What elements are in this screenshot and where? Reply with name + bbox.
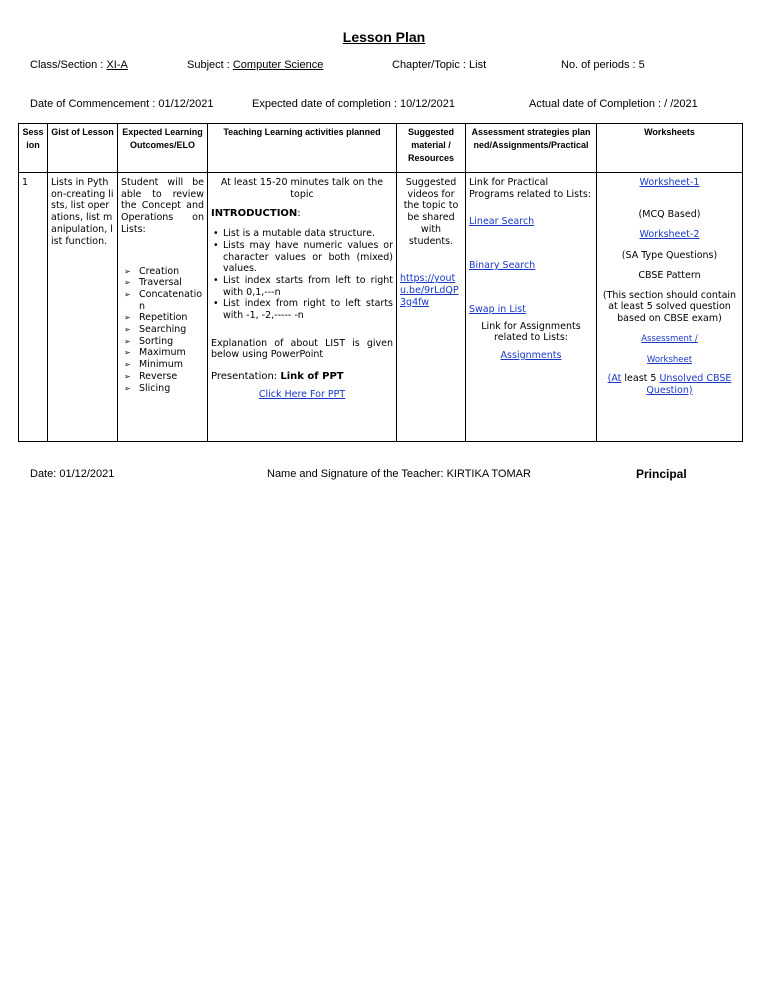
table-header-row — [19, 124, 743, 173]
cell-assessment — [466, 173, 597, 442]
assessment-worksheet-link-2[interactable]: Worksheet — [646, 355, 693, 366]
periods: No. of periods : 5 — [561, 59, 645, 71]
assignments-link[interactable]: Assignments — [500, 349, 562, 361]
expected-completion-date: Expected date of completion : 10/12/2021 — [252, 98, 456, 110]
introduction-bold: INTRODUCTION — [211, 208, 298, 220]
list-item: ➢ Slicing — [124, 383, 204, 395]
footer-date: Date: 01/12/2021 — [30, 468, 115, 480]
chapter-topic: Chapter/Topic : List — [392, 59, 487, 71]
page-title: Lesson Plan — [342, 29, 426, 45]
cell-gist: Lists in Python-creating lists, list operations, list manipulation, list function. — [48, 173, 118, 442]
presentation-line — [211, 371, 393, 383]
assessment-intro: Link for Practical Programs related to Lists: — [469, 177, 591, 200]
cbse-pattern: CBSE Pattern — [638, 269, 701, 281]
cell-worksheets — [597, 173, 743, 442]
list-item: ➢ Sorting — [124, 336, 204, 348]
header-material: Suggested material / Resources — [397, 124, 466, 173]
class-section — [30, 59, 128, 71]
worksheet-2-note: (SA Type Questions) — [621, 250, 718, 262]
class-label: Class/Section : — [30, 59, 107, 71]
at-link[interactable]: (At — [607, 373, 622, 385]
outcomes-list — [121, 266, 204, 395]
cell-activities — [208, 173, 397, 442]
subject-value: Computer Science — [232, 59, 324, 71]
swap-in-list-link[interactable]: Swap in List — [469, 303, 526, 315]
list-item: ➢ Searching — [124, 324, 204, 336]
header-gist: Gist of Lesson — [48, 124, 118, 173]
outcomes-intro: Student will be able to review the Concept and Operations on Lists: — [121, 177, 204, 235]
binary-search-link[interactable]: Binary Search — [469, 260, 536, 272]
worksheet-2-link[interactable]: Worksheet-2 — [639, 229, 700, 241]
subject-label: Subject : — [187, 59, 233, 71]
activities-points — [211, 228, 393, 322]
header-session: Session — [19, 124, 48, 173]
header-outcomes: Expected Learning Outcomes/ELO — [118, 124, 208, 173]
cell-outcomes — [118, 173, 208, 442]
actual-completion-date: Actual date of Completion : / /2021 — [529, 98, 698, 110]
cell-material — [397, 173, 466, 442]
principal-label: Principal — [636, 467, 687, 481]
header-assessment: Assessment strategies planned/Assignments/Practical — [466, 124, 597, 173]
list-item: ➢ Maximum — [124, 347, 204, 359]
teacher-signature: Name and Signature of the Teacher: KIRTIKA TOMAR — [267, 468, 531, 480]
list-item: ➢ Creation — [124, 266, 204, 278]
table-row — [19, 173, 743, 442]
activities-talk: At least 15-20 minutes talk on the topic — [220, 177, 384, 200]
list-item: ➢ Traversal — [124, 277, 204, 289]
least-text: least 5 — [621, 373, 660, 385]
header-worksheets: Worksheets — [597, 124, 743, 173]
assessment-worksheet-link-1[interactable]: Assessment / — [641, 333, 698, 344]
subject — [187, 59, 323, 71]
worksheet-1-link[interactable]: Worksheet-1 — [639, 177, 700, 188]
header-activities: Teaching Learning activities planned — [208, 124, 397, 173]
material-text: Suggested videos for the topic to be shared with students. — [403, 177, 459, 247]
list-item: ➢ Minimum — [124, 359, 204, 371]
ppt-link[interactable]: Click Here For PPT — [258, 388, 346, 400]
introduction-colon: : — [297, 208, 301, 220]
list-item: • Lists may have numeric values or character values or both (mixed) values. — [223, 240, 393, 275]
assignments-text: Link for Assignments related to Lists: — [481, 320, 581, 344]
section-note: (This section should contain at least 5 solved question based on CBSE exam) — [602, 289, 737, 324]
worksheet-1-note: (MCQ Based) — [638, 208, 701, 220]
introduction-heading — [211, 208, 393, 220]
presentation-label: Presentation: — [211, 371, 281, 383]
unsolved-question-line — [600, 373, 739, 396]
unsolved-cbse-link[interactable]: Unsolved CBSE Question) — [646, 373, 732, 396]
list-item: ➢ Concatenation — [124, 289, 204, 312]
presentation-bold: Link of PPT — [280, 371, 344, 383]
activities-explanation: Explanation of about LIST is given below using PowerPoint — [211, 337, 393, 361]
linear-search-link[interactable]: Linear Search — [469, 216, 535, 228]
commencement-date: Date of Commencement : 01/12/2021 — [30, 98, 214, 110]
list-item: • List index from right to left starts with -1, -2,----- -n — [223, 298, 393, 321]
list-item: ➢ Reverse — [124, 371, 204, 383]
cell-session: 1 — [19, 173, 48, 442]
class-value: XI-A — [106, 59, 128, 71]
list-item: ➢ Repetition — [124, 312, 204, 324]
lesson-table — [18, 123, 743, 442]
video-link[interactable]: https://youtu.be/9rLdQP3g4fw — [400, 273, 459, 308]
list-item: • List index starts from left to right with 0,1,---n — [223, 275, 393, 298]
list-item: • List is a mutable data structure. — [223, 228, 393, 240]
